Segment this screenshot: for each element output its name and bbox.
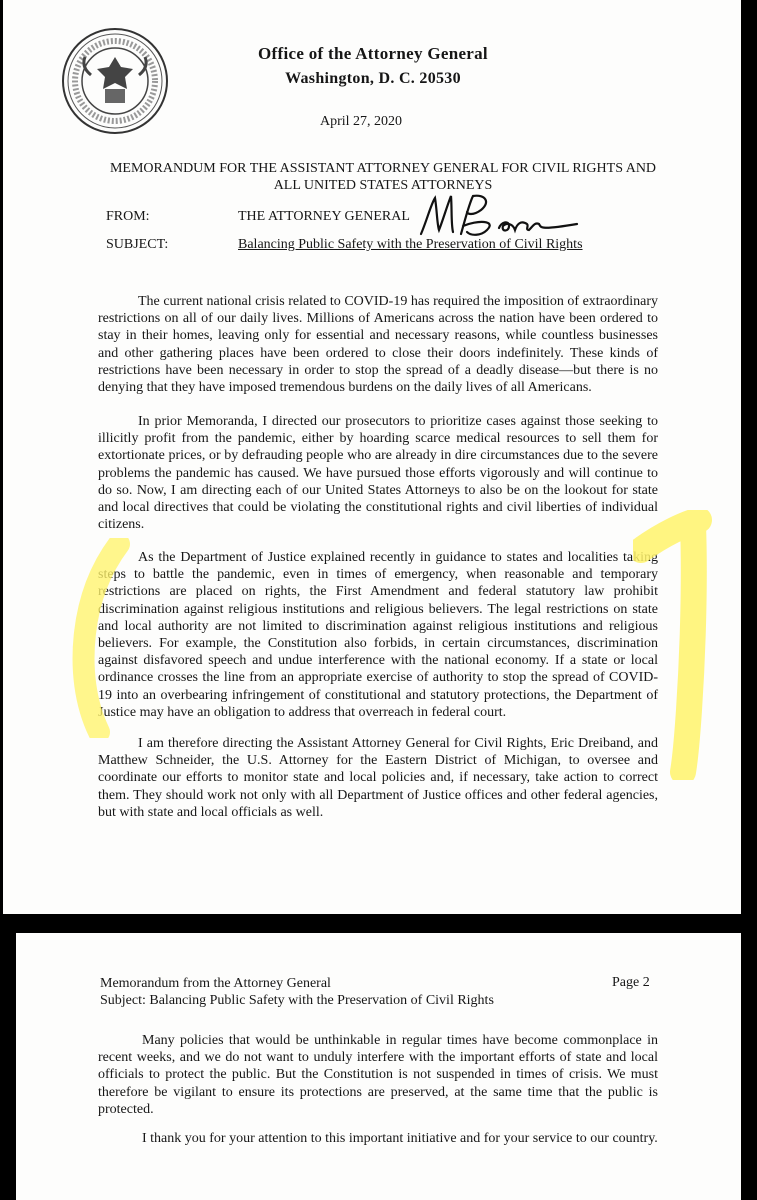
body-paragraph-2: In prior Memoranda, I directed our prosecutors to prioritize cases against those seeking to illicitly profit from the pandemic, either by hoarding scarce medical resources to sell them for extortionate prices, or by defrauding people who are already in dire circumstances due to the severe problems the pandemic has caused. We have pursued those efforts vigorously and will continue to do so. Now, I am directing each of our United States Attorneys to also be on the lookout for state and local directives that could be violating the constitutional rights and civil liberties of individual citizens. [98, 414, 658, 533]
memo-page-1 [3, 0, 741, 914]
subject-value: Balancing Public Safety with the Preservation of Civil Rights [238, 237, 583, 252]
body-paragraph-1: The current national crisis related to COVID-19 has required the imposition of extraordinary restrictions on all of our daily lives. Millions of Americans across the nation have been ordered to stay in their homes, leaving only for essential and necessary reasons, while countless businesses and other gathering places have been ordered to close their doors indefinitely. These kinds of restrictions have been necessary in order to stop the spread of a deadly disease—but there is no denying that they have imposed tremendous burdens on the daily lives of all Americans. [98, 294, 658, 396]
from-value: THE ATTORNEY GENERAL [238, 209, 410, 224]
page-number: Page 2 [612, 975, 650, 990]
page2-header-line1: Memorandum from the Attorney General [100, 976, 331, 991]
body-paragraph-4: I am therefore directing the Assistant Attorney General for Civil Rights, Eric Dreiband, and Matthew Schneider, the U.S. Attorney for the Eastern District of Michigan, to oversee and coordinate our efforts to monitor state and local policies and, if necessary, take action to correct them. They should work not only with all Department of Justice offices and other federal agencies, but with state and local officials as well. [98, 736, 658, 820]
page2-header [100, 975, 494, 1009]
subject-label: SUBJECT: [106, 237, 169, 252]
body-paragraph-3: As the Department of Justice explained recently in guidance to states and localities taking steps to battle the pandemic, even in times of emergency, when reasonable and temporary restrictions are placed on rights, the First Amendment and federal statutory law prohibit discrimination against religious institutions and religious believers. The legal restrictions on state and local authority are not limited to discrimination against religious institutions and religious believers. For example, the Constitution also forbids, in certain circumstances, discrimination against disfavored speech and undue interference with the national economy. If a state or local ordinance crosses the line from an appropriate exercise of authority to stop the spread of COVID-19 into an overbearing infringement of constitutional and statutory protections, the Department of Justice may have an obligation to address that overreach in federal court. [98, 550, 658, 720]
page2-paragraph-2: I thank you for your attention to this important initiative and for your service to our country. [142, 1131, 658, 1146]
memo-date: April 27, 2020 [320, 114, 403, 129]
doj-seal-icon [61, 27, 169, 135]
memo-addressee-line1: MEMORANDUM FOR THE ASSISTANT ATTORNEY GENERAL FOR CIVIL RIGHTS AND [109, 161, 657, 176]
memo-page-2 [16, 933, 741, 1200]
memo-addressee-line2: ALL UNITED STATES ATTORNEYS [273, 178, 493, 193]
page2-paragraph-1: Many policies that would be unthinkable in regular times have become commonplace in recent weeks, and we do not want to unduly interfere with the important efforts of state and local officials to protect the public. But the Constitution is not suspended in times of crisis. We must therefore be vigilant to ensure its protections are preserved, at the same time that the public is protected. [98, 1033, 658, 1117]
signature-icon [417, 190, 587, 240]
from-label: FROM: [106, 209, 150, 224]
memo-addressee [98, 160, 668, 194]
letterhead-city: Washington, D. C. 20530 [285, 70, 461, 87]
page2-header-line2: Subject: Balancing Public Safety with the Preservation of Civil Rights [100, 993, 494, 1008]
letterhead-office: Office of the Attorney General [258, 44, 488, 63]
